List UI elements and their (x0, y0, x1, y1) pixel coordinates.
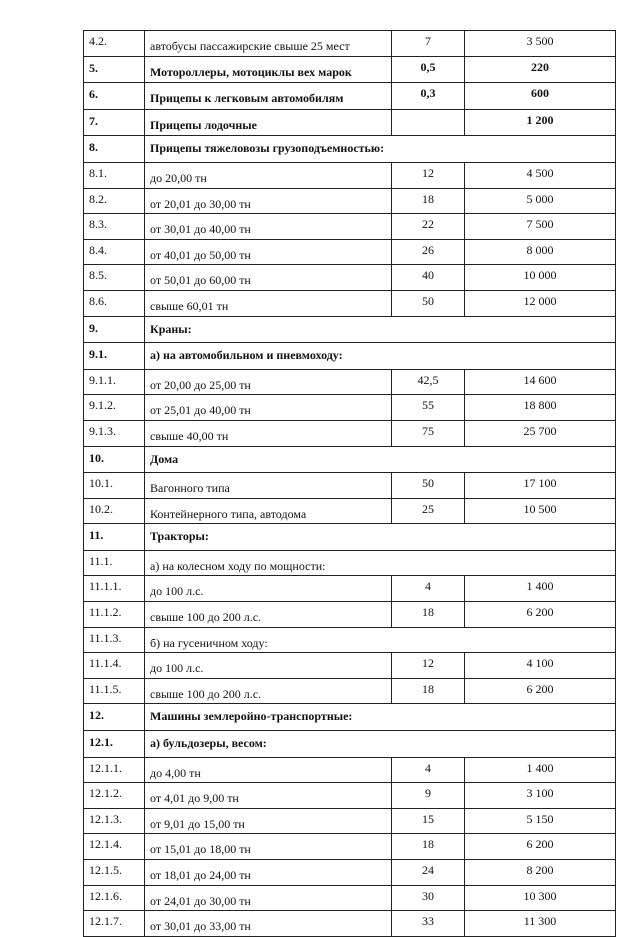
row-description-cell (145, 653, 392, 679)
table-row (84, 524, 616, 551)
row-number: 12. (84, 704, 145, 731)
row-description-cell (145, 524, 616, 551)
row-value-b: 5 000 (465, 188, 616, 214)
row-number: 7. (84, 109, 145, 136)
row-value-a: 18 (392, 188, 465, 214)
row-number: 9.1.2. (84, 395, 145, 421)
table-row (84, 162, 616, 188)
row-description: а) на автомобильном и пневмоходу: (150, 348, 343, 363)
row-value-a: 75 (392, 420, 465, 446)
row-value-b: 3 500 (465, 31, 616, 57)
row-number: 9.1.3. (84, 420, 145, 446)
row-description: свыше 40,00 тн (150, 428, 229, 443)
table-row (84, 188, 616, 214)
table-row (84, 757, 616, 783)
row-number: 10.1. (84, 473, 145, 499)
row-value-b: 4 500 (465, 162, 616, 188)
row-number: 9.1. (84, 343, 145, 370)
row-description-cell (145, 911, 392, 937)
row-value-a: 25 (392, 498, 465, 524)
row-number: 8.5. (84, 265, 145, 291)
row-description: свыше 100 до 200 л.с. (150, 686, 262, 701)
row-description: до 100 л.с. (150, 584, 204, 599)
row-number: 8.1. (84, 162, 145, 188)
row-description-cell (145, 214, 392, 240)
table-row (84, 783, 616, 809)
row-description-cell (145, 290, 392, 316)
row-description: Прицепы к легковым автомобилям (150, 91, 344, 106)
row-value-a: 18 (392, 834, 465, 860)
row-value-b: 7 500 (465, 214, 616, 240)
row-value-b: 25 700 (465, 420, 616, 446)
row-description: Дома (150, 451, 179, 466)
row-value-a: 12 (392, 653, 465, 679)
row-description-cell (145, 808, 392, 834)
row-description-cell (145, 420, 392, 446)
row-description: Мотороллеры, мотоциклы вех марок (150, 64, 352, 79)
row-value-a: 0,5 (392, 56, 465, 83)
row-description: свыше 100 до 200 л.с. (150, 610, 262, 625)
row-value-b: 1 400 (465, 757, 616, 783)
row-number: 11.1.5. (84, 678, 145, 704)
row-number: 8.4. (84, 239, 145, 265)
row-description-cell (145, 369, 392, 395)
row-value-a: 26 (392, 239, 465, 265)
row-value-a: 33 (392, 911, 465, 937)
row-value-b: 17 100 (465, 473, 616, 499)
row-description-cell (145, 834, 392, 860)
row-description: свыше 60,01 тн (150, 298, 229, 313)
row-number: 12.1.5. (84, 860, 145, 886)
row-description-cell (145, 627, 616, 653)
row-value-b: 14 600 (465, 369, 616, 395)
row-description: до 4,00 тн (150, 765, 201, 780)
table-row (84, 808, 616, 834)
row-description-cell (145, 239, 392, 265)
row-number: 12.1.7. (84, 911, 145, 937)
row-description-cell (145, 83, 392, 110)
table-row (84, 731, 616, 758)
row-description-cell (145, 265, 392, 291)
row-description-cell (145, 885, 392, 911)
tariff-table (83, 30, 616, 937)
row-number: 11.1.2. (84, 602, 145, 628)
row-number: 8.2. (84, 188, 145, 214)
row-description: Краны: (150, 321, 192, 336)
row-description-cell (145, 783, 392, 809)
table-row (84, 704, 616, 731)
row-description: от 18,01 до 24,00 тн (150, 868, 251, 882)
table-row (84, 395, 616, 421)
table-row (84, 576, 616, 602)
table-row (84, 136, 616, 163)
row-description: Прицепы лодочные (150, 117, 257, 132)
table-row (84, 911, 616, 937)
row-number: 11.1.4. (84, 653, 145, 679)
row-value-b: 6 200 (465, 602, 616, 628)
row-description-cell (145, 731, 616, 758)
row-description-cell (145, 395, 392, 421)
row-description-cell (145, 109, 392, 136)
table-row (84, 627, 616, 653)
row-number: 12.1.4. (84, 834, 145, 860)
row-description: от 20,01 до 30,00 тн (150, 196, 251, 211)
tariff-table-body (84, 31, 616, 937)
row-description-cell (145, 188, 392, 214)
table-row (84, 31, 616, 57)
row-value-a: 4 (392, 757, 465, 783)
row-number: 9.1.1. (84, 369, 145, 395)
row-number: 10. (84, 446, 145, 473)
row-value-b: 10 500 (465, 498, 616, 524)
table-row (84, 420, 616, 446)
row-value-b: 600 (465, 83, 616, 110)
row-number: 12.1.3. (84, 808, 145, 834)
row-description-cell (145, 576, 392, 602)
row-number: 12.1. (84, 731, 145, 758)
table-row (84, 885, 616, 911)
table-row (84, 653, 616, 679)
row-description: б) на гусеничном ходу: (150, 635, 268, 650)
row-description-cell (145, 757, 392, 783)
row-value-b: 220 (465, 56, 616, 83)
row-description: от 40,01 до 50,00 тн (150, 247, 251, 262)
row-description: от 25,01 до 40,00 тн (150, 403, 251, 418)
row-description-cell (145, 31, 392, 57)
table-row (84, 834, 616, 860)
row-value-b: 1 200 (465, 109, 616, 136)
table-row (84, 343, 616, 370)
row-number: 8. (84, 136, 145, 163)
row-value-b: 6 200 (465, 834, 616, 860)
row-description: до 20,00 тн (150, 170, 207, 185)
row-number: 8.6. (84, 290, 145, 316)
row-description: от 24,01 до 30,00 тн (150, 893, 251, 908)
row-description: Вагонного типа (150, 481, 230, 496)
row-number: 12.1.1. (84, 757, 145, 783)
row-number: 4.2. (84, 31, 145, 57)
row-description-cell (145, 602, 392, 628)
row-description: от 4,01 до 9,00 тн (150, 791, 239, 806)
row-description: до 100 л.с. (150, 661, 204, 676)
row-description-cell (145, 446, 616, 473)
row-value-b: 11 300 (465, 911, 616, 937)
table-row (84, 109, 616, 136)
row-value-b: 8 000 (465, 239, 616, 265)
table-row (84, 602, 616, 628)
row-description-cell (145, 860, 392, 886)
row-description: Тракторы: (150, 529, 209, 544)
row-description: от 20,00 до 25,00 тн (150, 377, 251, 392)
row-number: 12.1.6. (84, 885, 145, 911)
row-description-cell (145, 343, 616, 370)
row-description: автобусы пассажирские свыше 25 мест (150, 39, 350, 53)
table-row (84, 550, 616, 576)
row-value-b: 1 400 (465, 576, 616, 602)
row-value-a: 24 (392, 860, 465, 886)
row-value-a (392, 109, 465, 136)
row-value-a: 42,5 (392, 369, 465, 395)
row-value-b: 10 000 (465, 265, 616, 291)
row-value-b: 12 000 (465, 290, 616, 316)
row-number: 6. (84, 83, 145, 110)
row-description: Машины землеройно-транспортные: (150, 709, 353, 724)
row-value-a: 30 (392, 885, 465, 911)
row-description: от 15,01 до 18,00 тн (150, 842, 251, 857)
table-row (84, 265, 616, 291)
row-description: Прицепы тяжеловозы грузоподъемностью: (150, 141, 385, 156)
row-description: от 50,01 до 60,00 тн (150, 273, 251, 288)
table-row (84, 473, 616, 499)
row-value-b: 10 300 (465, 885, 616, 911)
table-row (84, 316, 616, 343)
row-number: 9. (84, 316, 145, 343)
row-description-cell (145, 473, 392, 499)
table-row (84, 214, 616, 240)
row-value-b: 4 100 (465, 653, 616, 679)
row-number: 12.1.2. (84, 783, 145, 809)
row-description-cell (145, 550, 616, 576)
table-row (84, 446, 616, 473)
row-number: 11.1.1. (84, 576, 145, 602)
row-value-a: 7 (392, 31, 465, 57)
table-row (84, 56, 616, 83)
row-description-cell (145, 136, 616, 163)
row-description: от 9,01 до 15,00 тн (150, 816, 245, 831)
table-row (84, 290, 616, 316)
row-description: Контейнерного типа, автодома (150, 506, 307, 521)
row-value-a: 18 (392, 678, 465, 704)
table-row (84, 678, 616, 704)
row-description-cell (145, 498, 392, 524)
row-description-cell (145, 56, 392, 83)
row-value-b: 5 150 (465, 808, 616, 834)
row-description: а) на колесном ходу по мощности: (150, 558, 326, 573)
row-value-a: 40 (392, 265, 465, 291)
row-value-b: 6 200 (465, 678, 616, 704)
row-value-a: 15 (392, 808, 465, 834)
table-row (84, 83, 616, 110)
table-row (84, 498, 616, 524)
table-row (84, 369, 616, 395)
row-description-cell (145, 316, 616, 343)
row-value-a: 50 (392, 473, 465, 499)
row-value-a: 9 (392, 783, 465, 809)
row-value-b: 8 200 (465, 860, 616, 886)
row-number: 11.1.3. (84, 627, 145, 653)
row-number: 8.3. (84, 214, 145, 240)
row-value-a: 55 (392, 395, 465, 421)
table-row (84, 239, 616, 265)
row-value-a: 50 (392, 290, 465, 316)
row-description-cell (145, 162, 392, 188)
row-value-b: 3 100 (465, 783, 616, 809)
row-value-a: 4 (392, 576, 465, 602)
row-number: 10.2. (84, 498, 145, 524)
row-value-a: 18 (392, 602, 465, 628)
row-description-cell (145, 678, 392, 704)
row-description-cell (145, 704, 616, 731)
row-value-a: 22 (392, 214, 465, 240)
table-row (84, 860, 616, 886)
row-description: от 30,01 до 33,00 тн (150, 919, 251, 934)
row-number: 5. (84, 56, 145, 83)
row-number: 11.1. (84, 550, 145, 576)
row-description: от 30,01 до 40,00 тн (150, 222, 251, 237)
row-value-a: 0,3 (392, 83, 465, 110)
row-number: 11. (84, 524, 145, 551)
row-value-a: 12 (392, 162, 465, 188)
row-value-b: 18 800 (465, 395, 616, 421)
row-description: а) бульдозеры, весом: (150, 736, 267, 751)
